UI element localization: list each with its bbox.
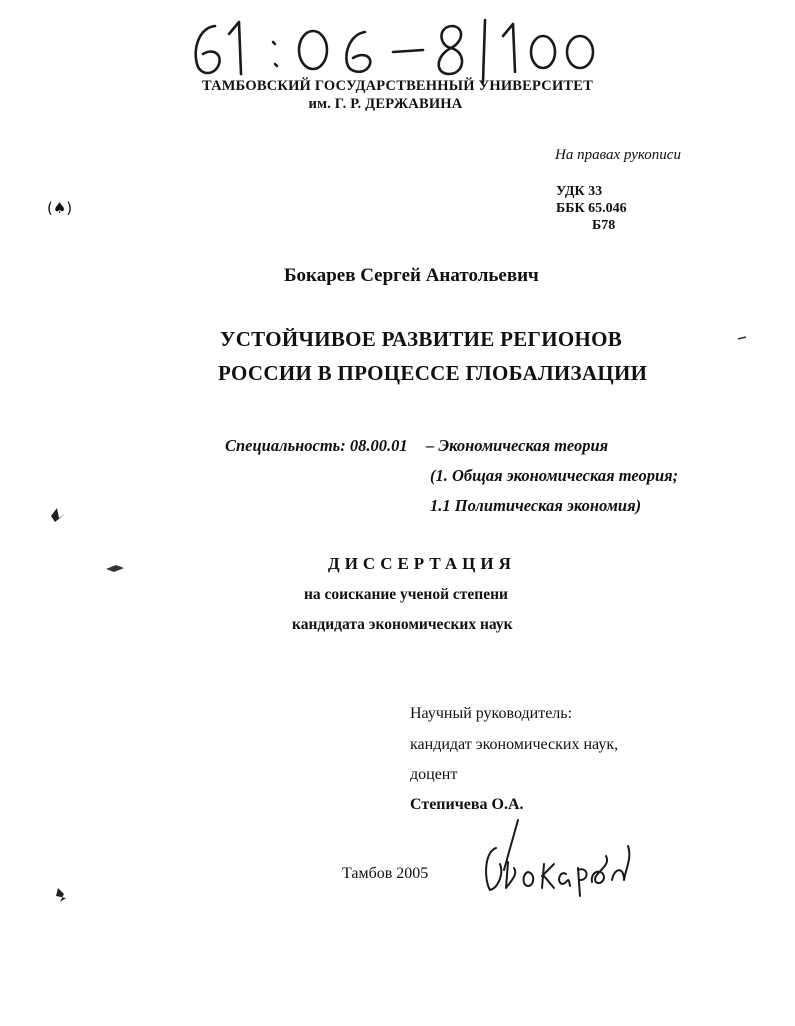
dissertation-title-line2: РОССИИ В ПРОЦЕССЕ ГЛОБАЛИЗАЦИИ	[218, 361, 648, 385]
document-type-heading: ДИССЕРТАЦИЯ	[328, 554, 516, 573]
author-sign-code: Б78	[592, 218, 616, 233]
university-name: ТАМБОВСКИЙ ГОСУДАРСТВЕННЫЙ УНИВЕРСИТЕТ	[201, 78, 594, 94]
scan-speck	[47, 504, 69, 524]
specialty-label: Специальность: 08.00.01	[225, 436, 408, 455]
author-signature	[478, 818, 638, 898]
udk-code: УДК 33	[556, 184, 603, 199]
university-name-line2: им. Г. Р. ДЕРЖАВИНА	[308, 96, 463, 112]
scan-speck	[737, 334, 749, 342]
supervisor-title: доцент	[410, 766, 458, 783]
manuscript-note: На правах рукописи	[555, 147, 681, 163]
degree-name: кандидата экономических наук	[292, 616, 513, 633]
specialty-name: – Экономическая теория	[426, 436, 609, 455]
svg-text:(♠): (♠)	[47, 199, 73, 217]
specialty-branch: (1. Общая экономическая теория;	[430, 466, 679, 485]
scan-speck	[52, 884, 72, 906]
specialty-subbranch: 1.1 Политическая экономия)	[430, 496, 642, 515]
scan-speck	[104, 560, 126, 576]
degree-purpose: на соискание ученой степени	[304, 586, 508, 603]
dissertation-title-line1: УСТОЙЧИВОЕ РАЗВИТИЕ РЕГИОНОВ	[220, 327, 623, 351]
scan-speck	[45, 197, 75, 219]
place-and-year: Тамбов 2005	[342, 865, 429, 882]
supervisor-name: Степичева О.А.	[410, 796, 524, 813]
supervisor-degree: кандидат экономических наук,	[410, 736, 619, 753]
supervisor-role: Научный руководитель:	[410, 705, 573, 722]
bbk-code: ББК 65.046	[556, 201, 627, 216]
author-name: Бокарев Сергей Анатольевич	[284, 265, 539, 286]
handwritten-archive-code	[185, 12, 615, 84]
